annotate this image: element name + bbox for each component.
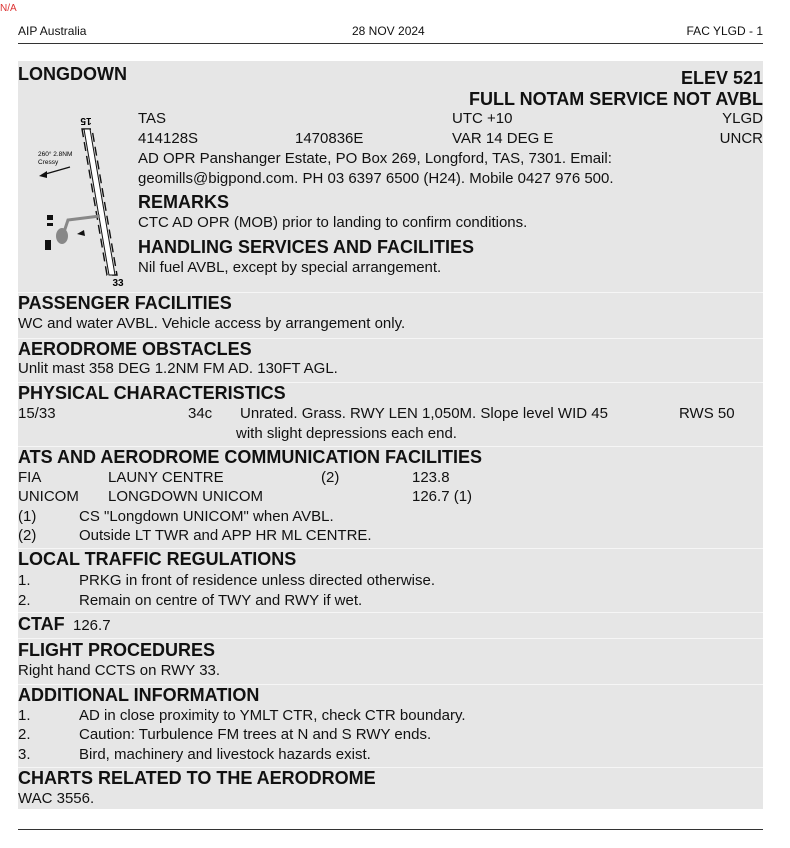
passenger-heading: PASSENGER FACILITIES (18, 293, 232, 313)
runway-description: Unrated. Grass. RWY LEN 1,050M. Slope level WID 45 (240, 405, 608, 422)
ats-service: FIA (18, 469, 42, 486)
operator-line-2: geomills@bigpond.com. PH 03 6397 6500 (H24). Mobile 0427 976 500. (138, 170, 614, 187)
runway-end-33-label: 33 (112, 278, 124, 289)
corner-mark: N/A (0, 3, 17, 14)
additional-info-heading: ADDITIONAL INFORMATION (18, 685, 260, 705)
section-divider (18, 638, 763, 639)
flight-procedures-text: Right hand CCTS on RWY 33. (18, 662, 221, 679)
runway-description-cont: with slight depressions each end. (236, 425, 457, 442)
windsock-icon (77, 230, 85, 236)
aerodrome-name: LONGDOWN (18, 64, 127, 84)
magnetic-variation: VAR 14 DEG E (452, 130, 554, 147)
latitude: 414128S (138, 130, 199, 147)
handling-text: Nil fuel AVBL, except by special arrangement. (138, 259, 442, 276)
footer-rule (18, 829, 763, 830)
remarks-text: CTC AD OPR (MOB) prior to landing to confirm conditions. (138, 214, 528, 231)
section-divider (18, 612, 763, 613)
list-number: 2. (18, 592, 31, 609)
apron (56, 228, 68, 244)
list-number: 1. (18, 707, 31, 724)
list-item: Caution: Turbulence FM trees at N and S RWY ends. (79, 726, 432, 743)
operator-line-1: AD OPR Panshanger Estate, PO Box 269, Longford, TAS, 7301. Email: (138, 150, 612, 167)
building-icon (47, 223, 53, 226)
local-traffic-heading: LOCAL TRAFFIC REGULATIONS (18, 549, 297, 569)
runway-pcn: 34c (188, 405, 213, 422)
state: TAS (138, 110, 167, 127)
flight-procedures-heading: FLIGHT PROCEDURES (18, 640, 216, 660)
ats-note-number: (2) (18, 527, 37, 544)
longitude: 1470836E (295, 130, 364, 147)
utc-offset: UTC +10 (452, 110, 513, 127)
passenger-text: WC and water AVBL. Vehicle access by arrangement only. (18, 315, 406, 332)
ats-service: UNICOM (18, 488, 79, 505)
ctaf-label: CTAF (18, 614, 65, 634)
obstacles-text: Unlit mast 358 DEG 1.2NM FM AD. 130FT AGL. (18, 360, 338, 377)
icao-code: YLGD (722, 110, 763, 127)
direction-distance: 260° 2.8NM (38, 151, 73, 158)
handling-heading: HANDLING SERVICES AND FACILITIES (138, 237, 475, 257)
taxiway (64, 216, 100, 232)
header-center: 28 NOV 2024 (352, 24, 425, 38)
header-right: FAC YLGD - 1 (686, 24, 763, 38)
certification-class: UNCR (719, 130, 763, 147)
building-icon (45, 240, 51, 250)
list-item: AD in close proximity to YMLT CTR, check CTR boundary. (79, 707, 466, 724)
ats-note-ref: (2) (321, 469, 340, 486)
runway-designator: 15/33 (18, 405, 56, 422)
list-item: Bird, machinery and livestock hazards exist. (79, 746, 371, 763)
list-item: PRKG in front of residence unless directed otherwise. (79, 572, 436, 589)
ctaf-frequency: 126.7 (73, 617, 111, 634)
ats-note-number: (1) (18, 508, 37, 525)
direction-town: Cressy (38, 159, 59, 166)
direction-arrow-icon (39, 171, 47, 178)
list-number: 1. (18, 572, 31, 589)
header-left: AIP Australia (18, 24, 87, 38)
physical-heading: PHYSICAL CHARACTERISTICS (18, 383, 286, 403)
obstacles-heading: AERODROME OBSTACLES (18, 339, 252, 359)
runway-end-15-label: 15 (80, 115, 92, 126)
notam-status: FULL NOTAM SERVICE NOT AVBL (468, 89, 763, 109)
ats-heading: ATS AND AERODROME COMMUNICATION FACILITIES (18, 447, 482, 467)
list-number: 3. (18, 746, 31, 763)
elevation: ELEV 521 (680, 68, 763, 88)
runway (84, 129, 115, 275)
runway-strip-width: RWS 50 (679, 405, 735, 422)
aerodrome-diagram (30, 112, 130, 290)
ats-station: LONGDOWN UNICOM (108, 488, 263, 505)
list-number: 2. (18, 726, 31, 743)
list-item: Remain on centre of TWY and RWY if wet. (79, 592, 363, 609)
charts-heading: CHARTS RELATED TO THE AERODROME (18, 768, 376, 788)
building-icon (47, 215, 53, 220)
ats-note-text: Outside LT TWR and APP HR ML CENTRE. (79, 527, 372, 544)
ats-frequency: 123.8 (412, 469, 450, 486)
ats-frequency: 126.7 (1) (412, 488, 473, 505)
charts-text: WAC 3556. (18, 790, 95, 807)
remarks-heading: REMARKS (138, 192, 230, 212)
ats-station: LAUNY CENTRE (108, 469, 224, 486)
header-rule (18, 43, 763, 44)
ats-note-text: CS "Longdown UNICOM" when AVBL. (79, 508, 334, 525)
